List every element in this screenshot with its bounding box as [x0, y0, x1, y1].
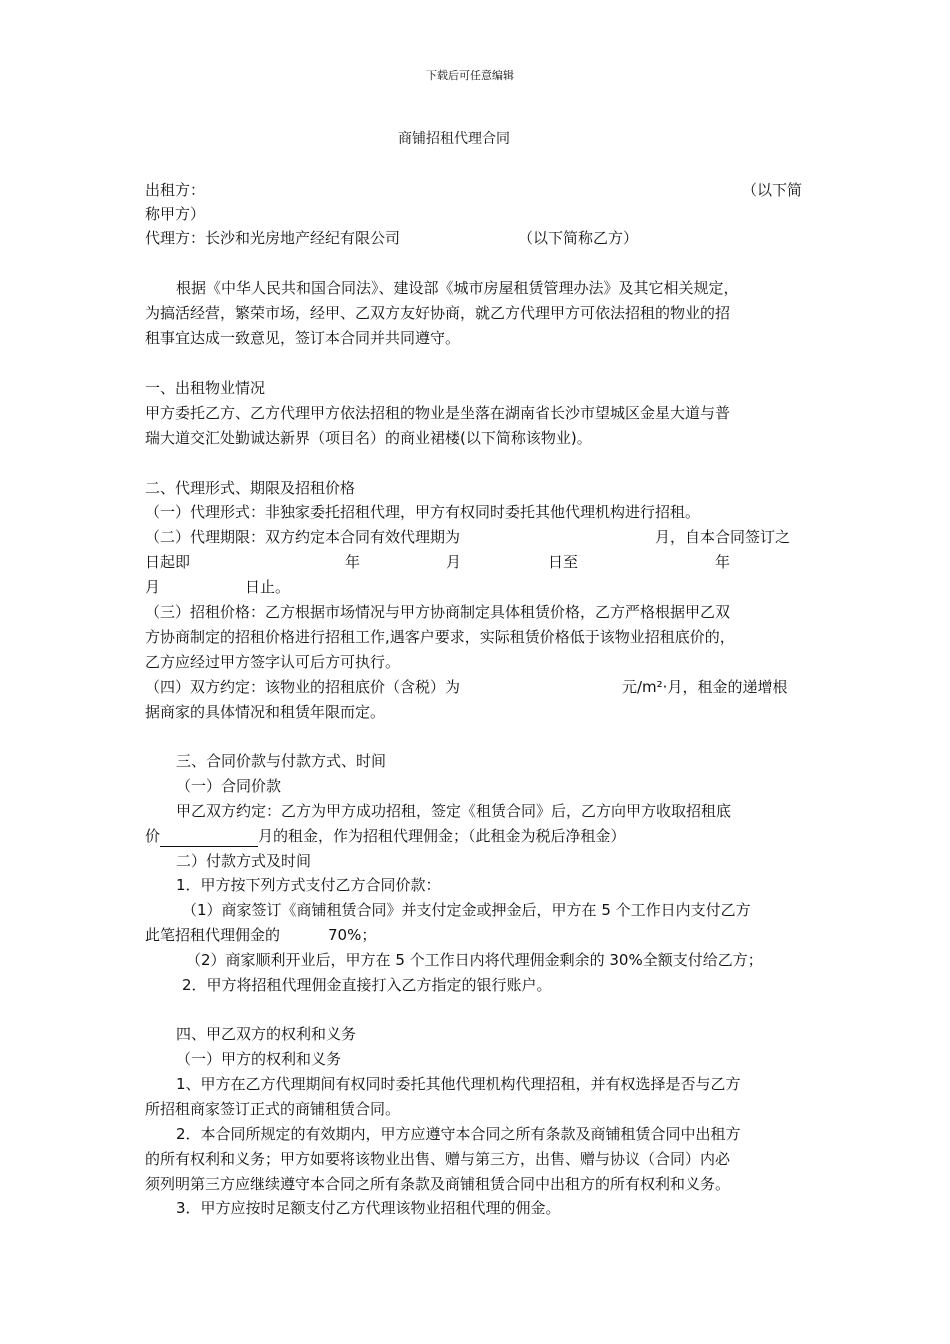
section-2-item-1: （一）代理形式：非独家委托招租代理，甲方有权同时委托其他代理机构进行招租。 — [145, 503, 701, 521]
section-1-line-1: 甲方委托乙方、乙方代理甲方依法招租的物业是坐落在湖南省长沙市望城区金星大道与普 — [145, 404, 731, 422]
section-3-sub-2-item-2: 2．甲方将招租代理佣金直接打入乙方指定的银行账户。 — [182, 976, 552, 994]
price-prefix: 价 — [145, 827, 161, 845]
section-4-sub-1-title: （一）甲方的权利和义务 — [176, 1050, 342, 1068]
section-2-title: 二、代理形式、期限及招租价格 — [145, 479, 356, 497]
section-2-item-2c: 日起即 — [145, 553, 191, 571]
intro-line-2: 为搞活经营，繁荣市场，经甲、乙双方友好协商，就乙方代理甲方可依法招租的物业的招 — [145, 304, 731, 322]
section-2-item-4c: 据商家的具体情况和租赁年限而定。 — [145, 703, 386, 721]
section-3-sub-2-item-1b: 此笔招租代理佣金的 — [145, 926, 281, 944]
section-3-sub-1-line-2 — [145, 826, 626, 847]
section-4-item-2-line-1: 2．本合同所规定的有效期内，甲方应遵守本合同之所有条款及商铺租赁合同中出租方 — [176, 1125, 741, 1143]
section-4-item-3: 3．甲方应按时足额支付乙方代理该物业招租代理的佣金。 — [176, 1199, 561, 1217]
document-title: 商铺招租代理合同 — [398, 131, 510, 147]
lessor-label: 出租方： — [145, 181, 206, 199]
section-2-item-2b: 月，自本合同签订之 — [655, 528, 791, 546]
section-3-title: 三、合同价款与付款方式、时间 — [176, 752, 387, 770]
section-3-sub-2-item-1d: （2）商家顺利开业后，甲方在 5 个工作日内将代理佣金剩余的 30%全额支付给乙方； — [186, 951, 763, 969]
agent-line: 代理方：长沙和光房地产经纪有限公司 — [145, 229, 401, 247]
section-2-item-2g: 年 — [715, 553, 731, 571]
section-2-item-3-line-2: 方协商制定的招租价格进行招租工作,遇客户要求，实际租赁价格低于该物业招租底价的， — [145, 628, 735, 646]
section-3-sub-2-item-1c: 70%； — [328, 926, 377, 944]
price-suffix: 月的租金，作为招租代理佣金；（此租金为税后净租金） — [258, 827, 626, 845]
section-2-item-2i: 日止。 — [245, 578, 291, 596]
lessor-suffix: （以下简 — [742, 181, 803, 199]
section-4-item-1-line-1: 1、甲方在乙方代理期间有权同时委托其他代理机构代理招租，并有权选择是否与乙方 — [176, 1075, 741, 1093]
intro-line-1: 根据《中华人民共和国合同法》、建设部《城市房屋租赁管理办法》及其它相关规定， — [176, 279, 739, 297]
section-2-item-2d: 年 — [345, 553, 361, 571]
section-2-item-2f: 日至 — [548, 553, 579, 571]
section-3-sub-2-item-1a: （1）商家签订《商铺租赁合同》并支付定金或押金后，甲方在 5 个工作日内支付乙方 — [182, 901, 751, 919]
section-1-title: 一、出租物业情况 — [145, 379, 266, 397]
section-4-item-1-line-2: 所招租商家签订正式的商铺租赁合同。 — [145, 1100, 401, 1118]
intro-line-3: 租事宜达成一致意见，签订本合同并共同遵守。 — [145, 329, 461, 347]
section-2-item-4b: 元/m²·月，租金的递增根 — [622, 678, 788, 696]
section-2-item-2e: 月 — [446, 553, 462, 571]
agent-suffix: （以下简称乙方） — [518, 229, 639, 247]
section-3-sub-1-title: （一）合同价款 — [176, 777, 282, 795]
section-2-item-4a: （四）双方约定：该物业的招租底价（含税）为 — [145, 678, 461, 696]
section-2-item-2h: 月 — [145, 578, 161, 596]
section-4-title: 四、甲乙双方的权利和义务 — [176, 1025, 357, 1043]
section-2-item-3-line-3: 乙方应经过甲方签字认可后方可执行。 — [145, 653, 401, 671]
section-3-sub-2-item-1: 1．甲方按下列方式支付乙方合同价款： — [176, 876, 441, 894]
section-3-sub-1-line-1: 甲乙双方约定：乙方为甲方成功招租，签定《租赁合同》后，乙方向甲方收取招租底 — [176, 802, 732, 820]
section-1-line-2: 瑞大道交汇处勤诚达新界（项目名）的商业裙楼(以下简称该物业)。 — [145, 429, 592, 447]
lessor-suffix-cont: 称甲方） — [145, 205, 206, 223]
section-3-sub-2-title: 二）付款方式及时间 — [176, 852, 312, 870]
section-4-item-2-line-3: 须列明第三方应继续遵守本合同之所有条款及商铺租赁合同中出租方的所有权利和义务。 — [145, 1175, 731, 1193]
section-2-item-2a: （二）代理期限：双方约定本合同有效代理期为 — [145, 528, 461, 546]
section-4-item-2-line-2: 的所有权利和义务；甲方如要将该物业出售、赠与第三方，出售、赠与协议（合同）内必 — [145, 1150, 731, 1168]
section-2-item-3-line-1: （三）招租价格：乙方根据市场情况与甲方协商制定具体租赁价格，乙方严格根据甲乙双 — [145, 603, 731, 621]
header-note: 下载后可任意编辑 — [426, 69, 514, 82]
price-blank — [160, 826, 258, 847]
